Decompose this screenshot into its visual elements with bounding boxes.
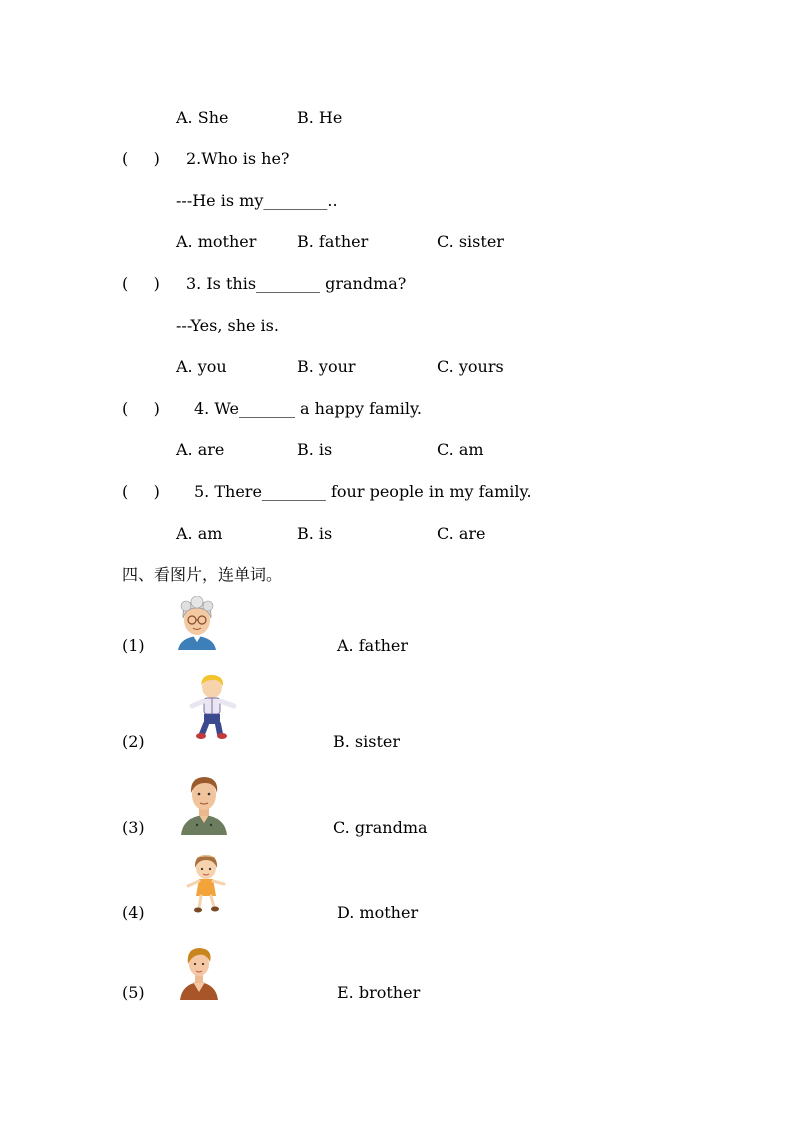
- q3-dialogue: ---Yes, she is.: [176, 316, 279, 335]
- q1-option-b: B. He: [297, 108, 343, 127]
- q2-option-a: A. mother: [176, 232, 257, 251]
- match-item-2-number: (2): [122, 732, 145, 751]
- q4-answer-blank: ( ): [122, 399, 160, 418]
- match-word-b: B. sister: [333, 732, 401, 751]
- match-word-d: D. mother: [337, 903, 419, 922]
- match-item-1-number: (1): [122, 636, 145, 655]
- girl-icon[interactable]: [184, 852, 228, 916]
- q3-option-c: C. yours: [437, 357, 504, 376]
- match-item-5-number: (5): [122, 983, 145, 1002]
- q2-question: 2.Who is he?: [186, 149, 290, 168]
- match-word-e: E. brother: [337, 983, 421, 1002]
- father-icon[interactable]: [179, 773, 229, 835]
- q2-option-b: B. father: [297, 232, 369, 251]
- q3-answer-blank: ( ): [122, 274, 160, 293]
- q3-question: 3. Is this________ grandma?: [186, 274, 407, 293]
- boy-icon[interactable]: [184, 672, 240, 740]
- section-4-title: 四、看图片，连单词。: [122, 565, 283, 584]
- q5-option-b: B. is: [297, 524, 333, 543]
- q3-option-a: A. you: [176, 357, 227, 376]
- grandma-icon[interactable]: [174, 596, 220, 652]
- q4-option-c: C. am: [437, 440, 484, 459]
- q3-option-b: B. your: [297, 357, 356, 376]
- match-word-c: C. grandma: [333, 818, 428, 837]
- match-word-a: A. father: [337, 636, 409, 655]
- q5-option-c: C. are: [437, 524, 486, 543]
- q4-option-a: A. are: [176, 440, 225, 459]
- mother-icon[interactable]: [178, 944, 220, 1000]
- q2-answer-blank: ( ): [122, 149, 160, 168]
- q4-question: 4. We_______ a happy family.: [194, 399, 422, 418]
- q4-option-b: B. is: [297, 440, 333, 459]
- match-item-4-number: (4): [122, 903, 145, 922]
- match-item-3-number: (3): [122, 818, 145, 837]
- q2-option-c: C. sister: [437, 232, 504, 251]
- q1-option-a: A. She: [176, 108, 229, 127]
- q2-dialogue: ---He is my________..: [176, 191, 338, 210]
- q5-question: 5. There________ four people in my family.: [194, 482, 532, 501]
- q5-answer-blank: ( ): [122, 482, 160, 501]
- q5-option-a: A. am: [176, 524, 223, 543]
